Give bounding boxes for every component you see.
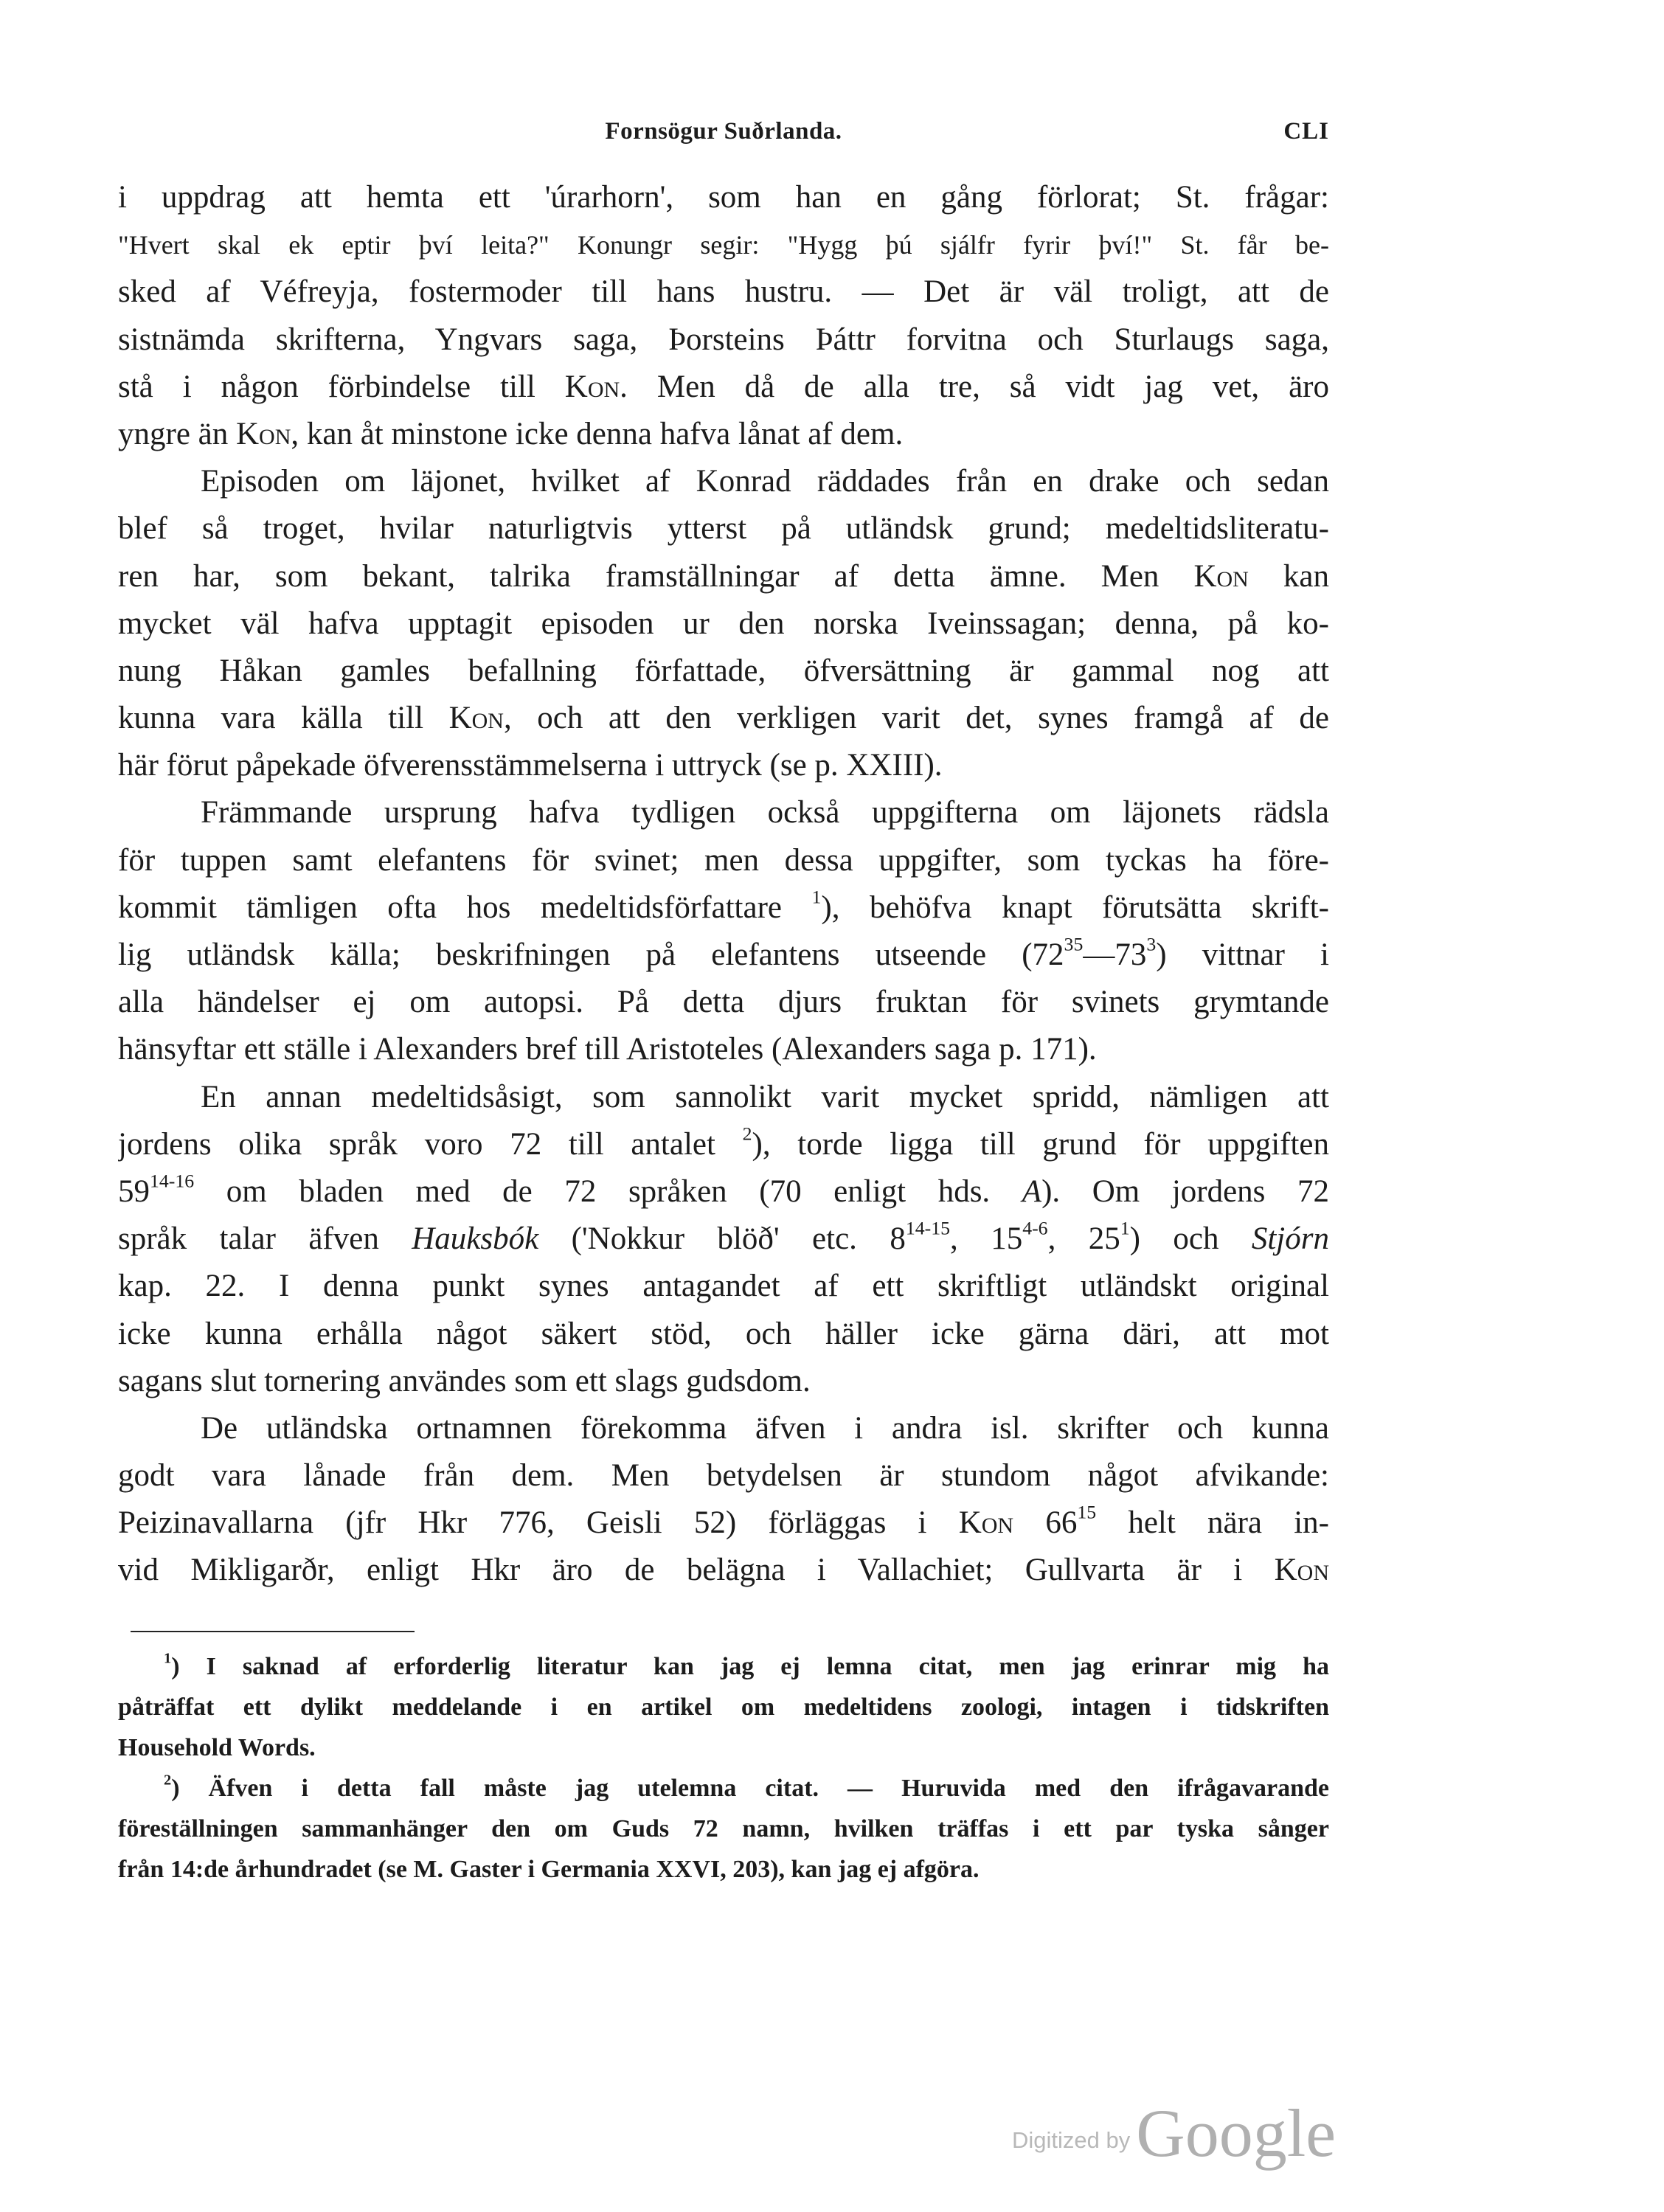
- text-line: stå i någon förbindelse till Kon. Men då de alla tre, så vidt jag vet, äro: [118, 369, 1329, 404]
- text-line: nung Håkan gamles befallning författade, öfversättning är gammal nog att: [118, 653, 1329, 688]
- text-line: kommit tämligen ofta hos medeltidsförfattare $^1$), behöfva knapt förutsätta skrift-: [118, 886, 1329, 925]
- page-number: CLI: [1283, 118, 1329, 145]
- text-line: jordens olika språk voro 72 till antalet $^2$), torde ligga till grund för uppgiften: [118, 1123, 1329, 1162]
- text-line: kap. 22. I denna punkt synes antagandet af ett skriftligt utländskt original: [118, 1269, 1329, 1304]
- text-line: för tuppen samt elefantens för svinet; men dessa uppgifter, som tyckas ha före-: [118, 842, 1329, 878]
- page-header: [118, 118, 1329, 155]
- watermark-digitized-label: Digitized by: [1012, 2127, 1131, 2153]
- text-line: i uppdrag att hemta ett 'úrarhorn', som han en gång förlorat; St. frågar:: [118, 180, 1329, 215]
- text-line: Främmande ursprung hafva tydligen också uppgifterna om läjonets rädsla: [201, 795, 1329, 831]
- text-line: icke kunna erhålla något säkert stöd, och häller icke gärna däri, att mot: [118, 1316, 1329, 1351]
- footnote-marker: 1: [164, 1650, 172, 1667]
- text-line: En annan medeltidsåsigt, som sannolikt varit mycket spridd, nämligen att: [201, 1079, 1329, 1114]
- text-line: kunna vara källa till Kon, och att den verkligen varit det, synes framgå af de: [118, 701, 1329, 736]
- text-line: sked af Véfreyja, fostermoder till hans hustru. — Det är väl troligt, att de: [118, 274, 1329, 310]
- text-line: Peizinavallarna (jfr Hkr 776, Geisli 52) förläggas i Kon $66^{15}$ helt nära in-: [118, 1501, 1329, 1541]
- footnote-line: $^2$) Äfven i detta fall måste jag utelemna citat. — Huruvida med den ifrågavarande: [164, 1772, 1329, 1802]
- text-line: ren har, som bekant, talrika framställningar af detta ämne. Men Kon kan: [118, 558, 1329, 594]
- text-line: vid Mikligarðr, enligt Hkr äro de belägna i Vallachiet; Gullvarta är i Kon: [118, 1553, 1329, 1588]
- footnote-line: från 14:de århundradet (se M. Gaster i Germania XXVI, 203), kan jag ej afgöra.: [118, 1856, 980, 1883]
- text-line: sagans slut tornering användes som ett slags gudsdom.: [118, 1363, 811, 1398]
- text-line: 59$^{14-16}$ om bladen med de 72 språken (70 enligt hds. A). Om jordens 72: [118, 1170, 1329, 1209]
- text-line: yngre än Kon, kan åt minstone icke denna hafva lånat af dem.: [118, 416, 904, 451]
- digitized-watermark: [1012, 2086, 1337, 2171]
- text-line: Episoden om läjonet, hvilket af Konrad räddades från en drake och sedan: [201, 464, 1329, 499]
- text-line: godt vara lånade från dem. Men betydelsen är stundom något afvikande:: [118, 1458, 1329, 1494]
- google-logo: Google: [1136, 2095, 1337, 2171]
- footnote-line: föreställningen sammanhänger den om Guds 72 namn, hvilken träffas i ett par tyska sånger: [118, 1815, 1329, 1842]
- footnote-line: påträffat ett dylikt meddelande i en artikel om medeltidens zoologi, intagen i tidskriften: [118, 1693, 1329, 1721]
- footnote-ref: 2: [742, 1123, 752, 1145]
- footnote-line: Household Words.: [118, 1734, 316, 1761]
- footnote-marker: 2: [164, 1772, 172, 1789]
- text-line: "Hvert skal ek eptir því leita?" Konungr segir: "Hygg þú sjálfr fyrir því!" St. får be-: [118, 230, 1329, 260]
- text-line: språk talar äfven Hauksbók ('Nokkur blöð' etc. 8$^{14-15}$, 15$^{4-6}$, $25^1$) och Stjórn: [118, 1217, 1329, 1257]
- footnote-divider: [131, 1631, 415, 1632]
- footnote-ref: 1: [811, 886, 822, 908]
- body-text: [118, 174, 1329, 1595]
- text-line: mycket väl hafva upptagit episoden ur den norska Iveinssagan; denna, på ko-: [118, 606, 1329, 641]
- text-line: De utländska ortnamnen förekomma äfven i andra isl. skrifter och kunna: [201, 1410, 1329, 1446]
- text-line: blef så troget, hvilar naturligtvis ytterst på utländsk grund; medeltidsliteratu-: [118, 511, 1329, 547]
- text-line: sistnämda skrifterna, Yngvars saga, Þorsteins Þáttr forvitna och Sturlaugs saga,: [118, 322, 1329, 357]
- text-line: alla händelser ej om autopsi. På detta djurs fruktan för svinets grymtande: [118, 985, 1329, 1020]
- text-line: hänsyftar ett ställe i Alexanders bref till Aristoteles (Alexanders saga p. 171).: [118, 1032, 1097, 1067]
- footnotes: [118, 1646, 1329, 1890]
- text-line: här förut påpekade öfverensstämmelserna i uttryck (se p. XXIII).: [118, 748, 943, 783]
- running-title: Fornsögur Suðrlanda.: [605, 118, 842, 145]
- text-line: lig utländsk källa; beskrifningen på elefantens utseende $(72^{35}—73^3)$ vittnar i: [118, 933, 1329, 972]
- footnote-line: $^1$) I saknad af erforderlig literatur kan jag ej lemna citat, men jag erinrar mig ha: [164, 1650, 1329, 1680]
